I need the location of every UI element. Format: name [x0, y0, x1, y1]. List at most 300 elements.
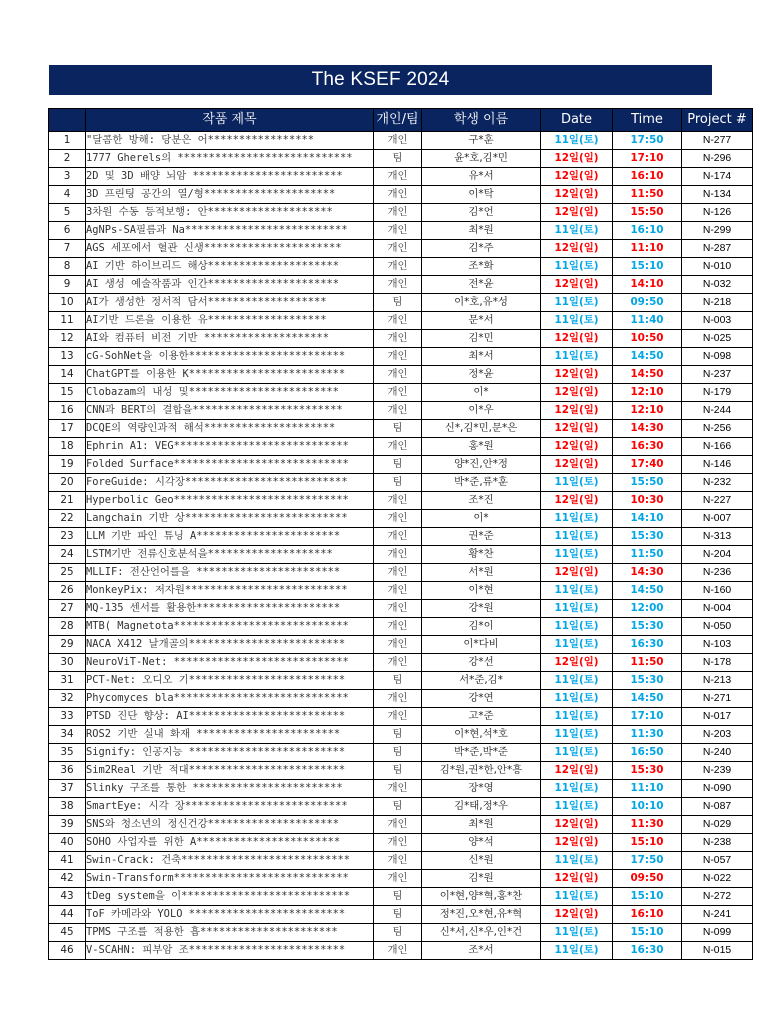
- table-row: [49, 330, 753, 348]
- project-number: N-204: [682, 546, 753, 564]
- table-row: [49, 456, 753, 474]
- student-name: 장*영: [422, 780, 541, 798]
- project-number: N-218: [682, 294, 753, 312]
- row-number: 34: [49, 726, 86, 744]
- time-cell: 15:30: [613, 528, 682, 546]
- project-title: "달콤한 방해: 당분은 어*****************: [86, 132, 374, 150]
- date-cell: 11일(토): [541, 726, 613, 744]
- header-title: 작품 제목: [86, 109, 374, 132]
- entry-type: 개인: [374, 870, 422, 888]
- entry-type: 팀: [374, 906, 422, 924]
- row-number: 12: [49, 330, 86, 348]
- project-number: N-099: [682, 924, 753, 942]
- project-title: AI 기반 하이브리드 해상*********************: [86, 258, 374, 276]
- table-row: [49, 420, 753, 438]
- student-name: 황*찬: [422, 546, 541, 564]
- time-cell: 16:50: [613, 744, 682, 762]
- row-number: 27: [49, 600, 86, 618]
- date-cell: 11일(토): [541, 924, 613, 942]
- entry-type: 팀: [374, 456, 422, 474]
- entry-type: 개인: [374, 312, 422, 330]
- student-name: 김*민: [422, 330, 541, 348]
- project-title: MonkeyPix: 저자원**************************: [86, 582, 374, 600]
- row-number: 4: [49, 186, 86, 204]
- table-row: [49, 852, 753, 870]
- table-row: [49, 132, 753, 150]
- project-number: N-241: [682, 906, 753, 924]
- entry-type: 개인: [374, 852, 422, 870]
- entry-type: 개인: [374, 222, 422, 240]
- date-cell: 11일(토): [541, 600, 613, 618]
- time-cell: 14:50: [613, 690, 682, 708]
- entry-type: 개인: [374, 276, 422, 294]
- date-cell: 12일(일): [541, 492, 613, 510]
- entry-type: 개인: [374, 330, 422, 348]
- project-number: N-244: [682, 402, 753, 420]
- student-name: 김*원: [422, 870, 541, 888]
- header-date: Date: [541, 109, 613, 132]
- date-cell: 12일(일): [541, 420, 613, 438]
- table-row: [49, 168, 753, 186]
- row-number: 23: [49, 528, 86, 546]
- project-number: N-296: [682, 150, 753, 168]
- entry-type: 팀: [374, 888, 422, 906]
- student-name: 박*준,박*준: [422, 744, 541, 762]
- table-row: [49, 834, 753, 852]
- entry-type: 개인: [374, 816, 422, 834]
- row-number: 46: [49, 942, 86, 960]
- student-name: 조*화: [422, 258, 541, 276]
- entry-type: 개인: [374, 528, 422, 546]
- project-number: N-032: [682, 276, 753, 294]
- project-number: N-299: [682, 222, 753, 240]
- table-row: [49, 870, 753, 888]
- time-cell: 15:30: [613, 672, 682, 690]
- project-title: DCQE의 역량인과적 해석*********************: [86, 420, 374, 438]
- entry-type: 개인: [374, 546, 422, 564]
- student-name: 최*서: [422, 348, 541, 366]
- date-cell: 11일(토): [541, 618, 613, 636]
- entry-type: 팀: [374, 762, 422, 780]
- time-cell: 11:10: [613, 240, 682, 258]
- time-cell: 15:10: [613, 258, 682, 276]
- entry-type: 개인: [374, 492, 422, 510]
- row-number: 18: [49, 438, 86, 456]
- row-number: 26: [49, 582, 86, 600]
- project-title: TPMS 구조를 적용한 흡**********************: [86, 924, 374, 942]
- table-row: [49, 204, 753, 222]
- table-row: [49, 528, 753, 546]
- date-cell: 12일(일): [541, 438, 613, 456]
- row-number: 2: [49, 150, 86, 168]
- entry-type: 개인: [374, 204, 422, 222]
- time-cell: 11:40: [613, 312, 682, 330]
- time-cell: 17:10: [613, 708, 682, 726]
- date-cell: 12일(일): [541, 168, 613, 186]
- time-cell: 16:10: [613, 906, 682, 924]
- row-number: 44: [49, 906, 86, 924]
- table-row: [49, 546, 753, 564]
- row-number: 17: [49, 420, 86, 438]
- project-number: N-160: [682, 582, 753, 600]
- student-name: 양*진,안*정: [422, 456, 541, 474]
- student-name: 최*원: [422, 222, 541, 240]
- time-cell: 11:10: [613, 780, 682, 798]
- table-row: [49, 276, 753, 294]
- time-cell: 12:10: [613, 402, 682, 420]
- table-row: [49, 654, 753, 672]
- row-number: 37: [49, 780, 86, 798]
- time-cell: 16:10: [613, 168, 682, 186]
- date-cell: 12일(일): [541, 150, 613, 168]
- table-row: [49, 690, 753, 708]
- date-cell: 12일(일): [541, 456, 613, 474]
- date-cell: 11일(토): [541, 798, 613, 816]
- project-number: N-227: [682, 492, 753, 510]
- time-cell: 14:50: [613, 582, 682, 600]
- project-number: N-166: [682, 438, 753, 456]
- time-cell: 11:50: [613, 654, 682, 672]
- table-row: [49, 636, 753, 654]
- student-name: 조*서: [422, 942, 541, 960]
- student-name: 서*준,김*: [422, 672, 541, 690]
- project-number: N-126: [682, 204, 753, 222]
- entry-type: 개인: [374, 834, 422, 852]
- table-row: [49, 906, 753, 924]
- project-title: Hyperbolic Geo****************************: [86, 492, 374, 510]
- entry-type: 개인: [374, 384, 422, 402]
- time-cell: 09:50: [613, 870, 682, 888]
- header-project: Project #: [682, 109, 753, 132]
- time-cell: 14:10: [613, 510, 682, 528]
- entry-type: 개인: [374, 366, 422, 384]
- student-name: 이*우: [422, 402, 541, 420]
- project-title: AI가 생성한 정서적 담서*******************: [86, 294, 374, 312]
- entry-type: 개인: [374, 582, 422, 600]
- entry-type: 개인: [374, 402, 422, 420]
- date-cell: 11일(토): [541, 690, 613, 708]
- project-title: SOHO 사업자를 위한 A***********************: [86, 834, 374, 852]
- table-row: [49, 222, 753, 240]
- table-row: [49, 672, 753, 690]
- project-number: N-050: [682, 618, 753, 636]
- project-title: PCT-Net: 오디오 기*************************: [86, 672, 374, 690]
- time-cell: 14:50: [613, 366, 682, 384]
- date-cell: 11일(토): [541, 312, 613, 330]
- student-name: 강*원: [422, 600, 541, 618]
- project-title: Clobazam의 내성 및************************: [86, 384, 374, 402]
- project-number: N-004: [682, 600, 753, 618]
- time-cell: 15:10: [613, 924, 682, 942]
- date-cell: 12일(일): [541, 654, 613, 672]
- project-title: Phycomyces bla****************************: [86, 690, 374, 708]
- project-title: LSTM기반 전류신호분석을********************: [86, 546, 374, 564]
- date-cell: 12일(일): [541, 384, 613, 402]
- date-cell: 11일(토): [541, 852, 613, 870]
- row-number: 6: [49, 222, 86, 240]
- project-number: N-256: [682, 420, 753, 438]
- date-cell: 12일(일): [541, 366, 613, 384]
- time-cell: 17:50: [613, 132, 682, 150]
- student-name: 이*탁: [422, 186, 541, 204]
- date-cell: 12일(일): [541, 564, 613, 582]
- project-number: N-237: [682, 366, 753, 384]
- row-number: 20: [49, 474, 86, 492]
- time-cell: 11:30: [613, 816, 682, 834]
- date-cell: 12일(일): [541, 186, 613, 204]
- row-number: 14: [49, 366, 86, 384]
- date-cell: 11일(토): [541, 510, 613, 528]
- project-number: N-090: [682, 780, 753, 798]
- date-cell: 11일(토): [541, 348, 613, 366]
- project-title: tDeg system을 이***************************: [86, 888, 374, 906]
- entry-type: 개인: [374, 168, 422, 186]
- table-row: [49, 564, 753, 582]
- project-title: ROS2 기반 실내 화재 ***********************: [86, 726, 374, 744]
- student-name: 박*준,류*훈: [422, 474, 541, 492]
- student-name: 강*선: [422, 654, 541, 672]
- student-name: 고*준: [422, 708, 541, 726]
- student-name: 서*원: [422, 564, 541, 582]
- student-name: 강*연: [422, 690, 541, 708]
- project-title: AGS 세포에서 혈관 신생**********************: [86, 240, 374, 258]
- student-name: 신*서,신*우,인*건: [422, 924, 541, 942]
- time-cell: 10:50: [613, 330, 682, 348]
- date-cell: 11일(토): [541, 636, 613, 654]
- student-name: 김*태,정*우: [422, 798, 541, 816]
- student-name: 조*진: [422, 492, 541, 510]
- table-row: [49, 294, 753, 312]
- table-row: [49, 186, 753, 204]
- project-title: Ephrin A1: VEG****************************: [86, 438, 374, 456]
- project-title: 1777 Gherels의 ****************************: [86, 150, 374, 168]
- table-row: [49, 240, 753, 258]
- row-number: 21: [49, 492, 86, 510]
- project-number: N-146: [682, 456, 753, 474]
- date-cell: 11일(토): [541, 222, 613, 240]
- project-number: N-179: [682, 384, 753, 402]
- entry-type: 개인: [374, 564, 422, 582]
- row-number: 35: [49, 744, 86, 762]
- header-row: [49, 109, 753, 132]
- student-name: 최*원: [422, 816, 541, 834]
- student-name: 김*언: [422, 204, 541, 222]
- table-row: [49, 708, 753, 726]
- table-row: [49, 258, 753, 276]
- student-name: 이*현,석*호: [422, 726, 541, 744]
- date-cell: 12일(일): [541, 834, 613, 852]
- project-title: AI기반 드론을 이용한 유*******************: [86, 312, 374, 330]
- time-cell: 15:10: [613, 888, 682, 906]
- time-cell: 16:10: [613, 222, 682, 240]
- student-name: 정*진,오*현,유*혁: [422, 906, 541, 924]
- project-number: N-015: [682, 942, 753, 960]
- project-number: N-098: [682, 348, 753, 366]
- student-name: 문*서: [422, 312, 541, 330]
- project-title: CNN과 BERT의 결합을************************: [86, 402, 374, 420]
- header-no: [49, 109, 86, 132]
- project-title: NeuroViT-Net: ****************************: [86, 654, 374, 672]
- row-number: 3: [49, 168, 86, 186]
- table-row: [49, 726, 753, 744]
- project-number: N-271: [682, 690, 753, 708]
- time-cell: 14:50: [613, 348, 682, 366]
- entry-type: 개인: [374, 240, 422, 258]
- date-cell: 11일(토): [541, 258, 613, 276]
- entry-type: 팀: [374, 924, 422, 942]
- page-title-text: The KSEF 2024: [311, 69, 450, 90]
- row-number: 11: [49, 312, 86, 330]
- table-row: [49, 402, 753, 420]
- time-cell: 15:50: [613, 474, 682, 492]
- project-title: MLLIF: 전산언어를을 ***********************: [86, 564, 374, 582]
- time-cell: 10:10: [613, 798, 682, 816]
- row-number: 41: [49, 852, 86, 870]
- entry-type: 개인: [374, 654, 422, 672]
- date-cell: 11일(토): [541, 744, 613, 762]
- row-number: 24: [49, 546, 86, 564]
- entry-type: 개인: [374, 186, 422, 204]
- table-row: [49, 510, 753, 528]
- student-name: 신*원: [422, 852, 541, 870]
- project-number: N-240: [682, 744, 753, 762]
- time-cell: 11:30: [613, 726, 682, 744]
- table-row: [49, 888, 753, 906]
- project-title: V-SCAHN: 피부암 조*************************: [86, 942, 374, 960]
- row-number: 25: [49, 564, 86, 582]
- student-name: 전*윤: [422, 276, 541, 294]
- row-number: 5: [49, 204, 86, 222]
- project-number: N-203: [682, 726, 753, 744]
- row-number: 9: [49, 276, 86, 294]
- row-number: 13: [49, 348, 86, 366]
- entry-type: 팀: [374, 672, 422, 690]
- project-number: N-007: [682, 510, 753, 528]
- project-title: NACA X412 날개골의*************************: [86, 636, 374, 654]
- row-number: 32: [49, 690, 86, 708]
- project-number: N-087: [682, 798, 753, 816]
- table-row: [49, 582, 753, 600]
- project-number: N-025: [682, 330, 753, 348]
- row-number: 8: [49, 258, 86, 276]
- time-cell: 14:30: [613, 420, 682, 438]
- student-name: 이*: [422, 384, 541, 402]
- student-name: 김*이: [422, 618, 541, 636]
- time-cell: 15:50: [613, 204, 682, 222]
- entry-type: 개인: [374, 618, 422, 636]
- time-cell: 15:30: [613, 762, 682, 780]
- project-title: ForeGuide: 시각장**************************: [86, 474, 374, 492]
- entry-type: 개인: [374, 510, 422, 528]
- row-number: 36: [49, 762, 86, 780]
- student-name: 권*준: [422, 528, 541, 546]
- student-name: 유*서: [422, 168, 541, 186]
- time-cell: 16:30: [613, 636, 682, 654]
- entry-type: 개인: [374, 690, 422, 708]
- date-cell: 12일(일): [541, 240, 613, 258]
- project-number: N-017: [682, 708, 753, 726]
- project-title: SmartEye: 시각 장**************************: [86, 798, 374, 816]
- project-title: SNS와 청소년의 정신건강*********************: [86, 816, 374, 834]
- entry-type: 팀: [374, 744, 422, 762]
- student-name: 정*윤: [422, 366, 541, 384]
- date-cell: 12일(일): [541, 762, 613, 780]
- date-cell: 12일(일): [541, 204, 613, 222]
- project-number: N-238: [682, 834, 753, 852]
- project-number: N-057: [682, 852, 753, 870]
- row-number: 10: [49, 294, 86, 312]
- row-number: 29: [49, 636, 86, 654]
- row-number: 19: [49, 456, 86, 474]
- date-cell: 12일(일): [541, 276, 613, 294]
- row-number: 28: [49, 618, 86, 636]
- time-cell: 17:40: [613, 456, 682, 474]
- date-cell: 11일(토): [541, 582, 613, 600]
- project-title: ToF 카메라와 YOLO *************************: [86, 906, 374, 924]
- table-row: [49, 924, 753, 942]
- entry-type: 개인: [374, 780, 422, 798]
- date-cell: 12일(일): [541, 870, 613, 888]
- row-number: 7: [49, 240, 86, 258]
- time-cell: 11:50: [613, 546, 682, 564]
- table-row: [49, 150, 753, 168]
- project-title: 3D 프린팅 공간의 열/형*********************: [86, 186, 374, 204]
- entry-type: 팀: [374, 294, 422, 312]
- table-row: [49, 474, 753, 492]
- row-number: 39: [49, 816, 86, 834]
- project-number: N-232: [682, 474, 753, 492]
- table-row: [49, 942, 753, 960]
- project-number: N-103: [682, 636, 753, 654]
- student-name: 이*현: [422, 582, 541, 600]
- time-cell: 16:30: [613, 942, 682, 960]
- project-title: cG-SohNet을 이용한*************************: [86, 348, 374, 366]
- time-cell: 17:50: [613, 852, 682, 870]
- entry-type: 개인: [374, 942, 422, 960]
- project-number: N-134: [682, 186, 753, 204]
- table-row: [49, 348, 753, 366]
- student-name: 이*: [422, 510, 541, 528]
- date-cell: 11일(토): [541, 942, 613, 960]
- row-number: 33: [49, 708, 86, 726]
- project-title: Folded Surface****************************: [86, 456, 374, 474]
- date-cell: 12일(일): [541, 816, 613, 834]
- schedule-table: [48, 108, 753, 960]
- time-cell: 11:50: [613, 186, 682, 204]
- project-number: N-287: [682, 240, 753, 258]
- page-title: [49, 65, 712, 95]
- student-name: 홍*원: [422, 438, 541, 456]
- project-title: Swin-Transform****************************: [86, 870, 374, 888]
- date-cell: 11일(토): [541, 528, 613, 546]
- table-row: [49, 816, 753, 834]
- student-name: 이*현,양*혁,홍*찬: [422, 888, 541, 906]
- table-row: [49, 744, 753, 762]
- project-title: AI와 컴퓨터 비전 기반 ********************: [86, 330, 374, 348]
- project-number: N-213: [682, 672, 753, 690]
- student-name: 양*석: [422, 834, 541, 852]
- entry-type: 개인: [374, 348, 422, 366]
- time-cell: 09:50: [613, 294, 682, 312]
- time-cell: 12:10: [613, 384, 682, 402]
- project-title: Swin-Crack: 건축***************************: [86, 852, 374, 870]
- time-cell: 16:30: [613, 438, 682, 456]
- date-cell: 11일(토): [541, 546, 613, 564]
- table-row: [49, 618, 753, 636]
- row-number: 15: [49, 384, 86, 402]
- date-cell: 11일(토): [541, 708, 613, 726]
- project-title: ChatGPT를 이용한 K*************************: [86, 366, 374, 384]
